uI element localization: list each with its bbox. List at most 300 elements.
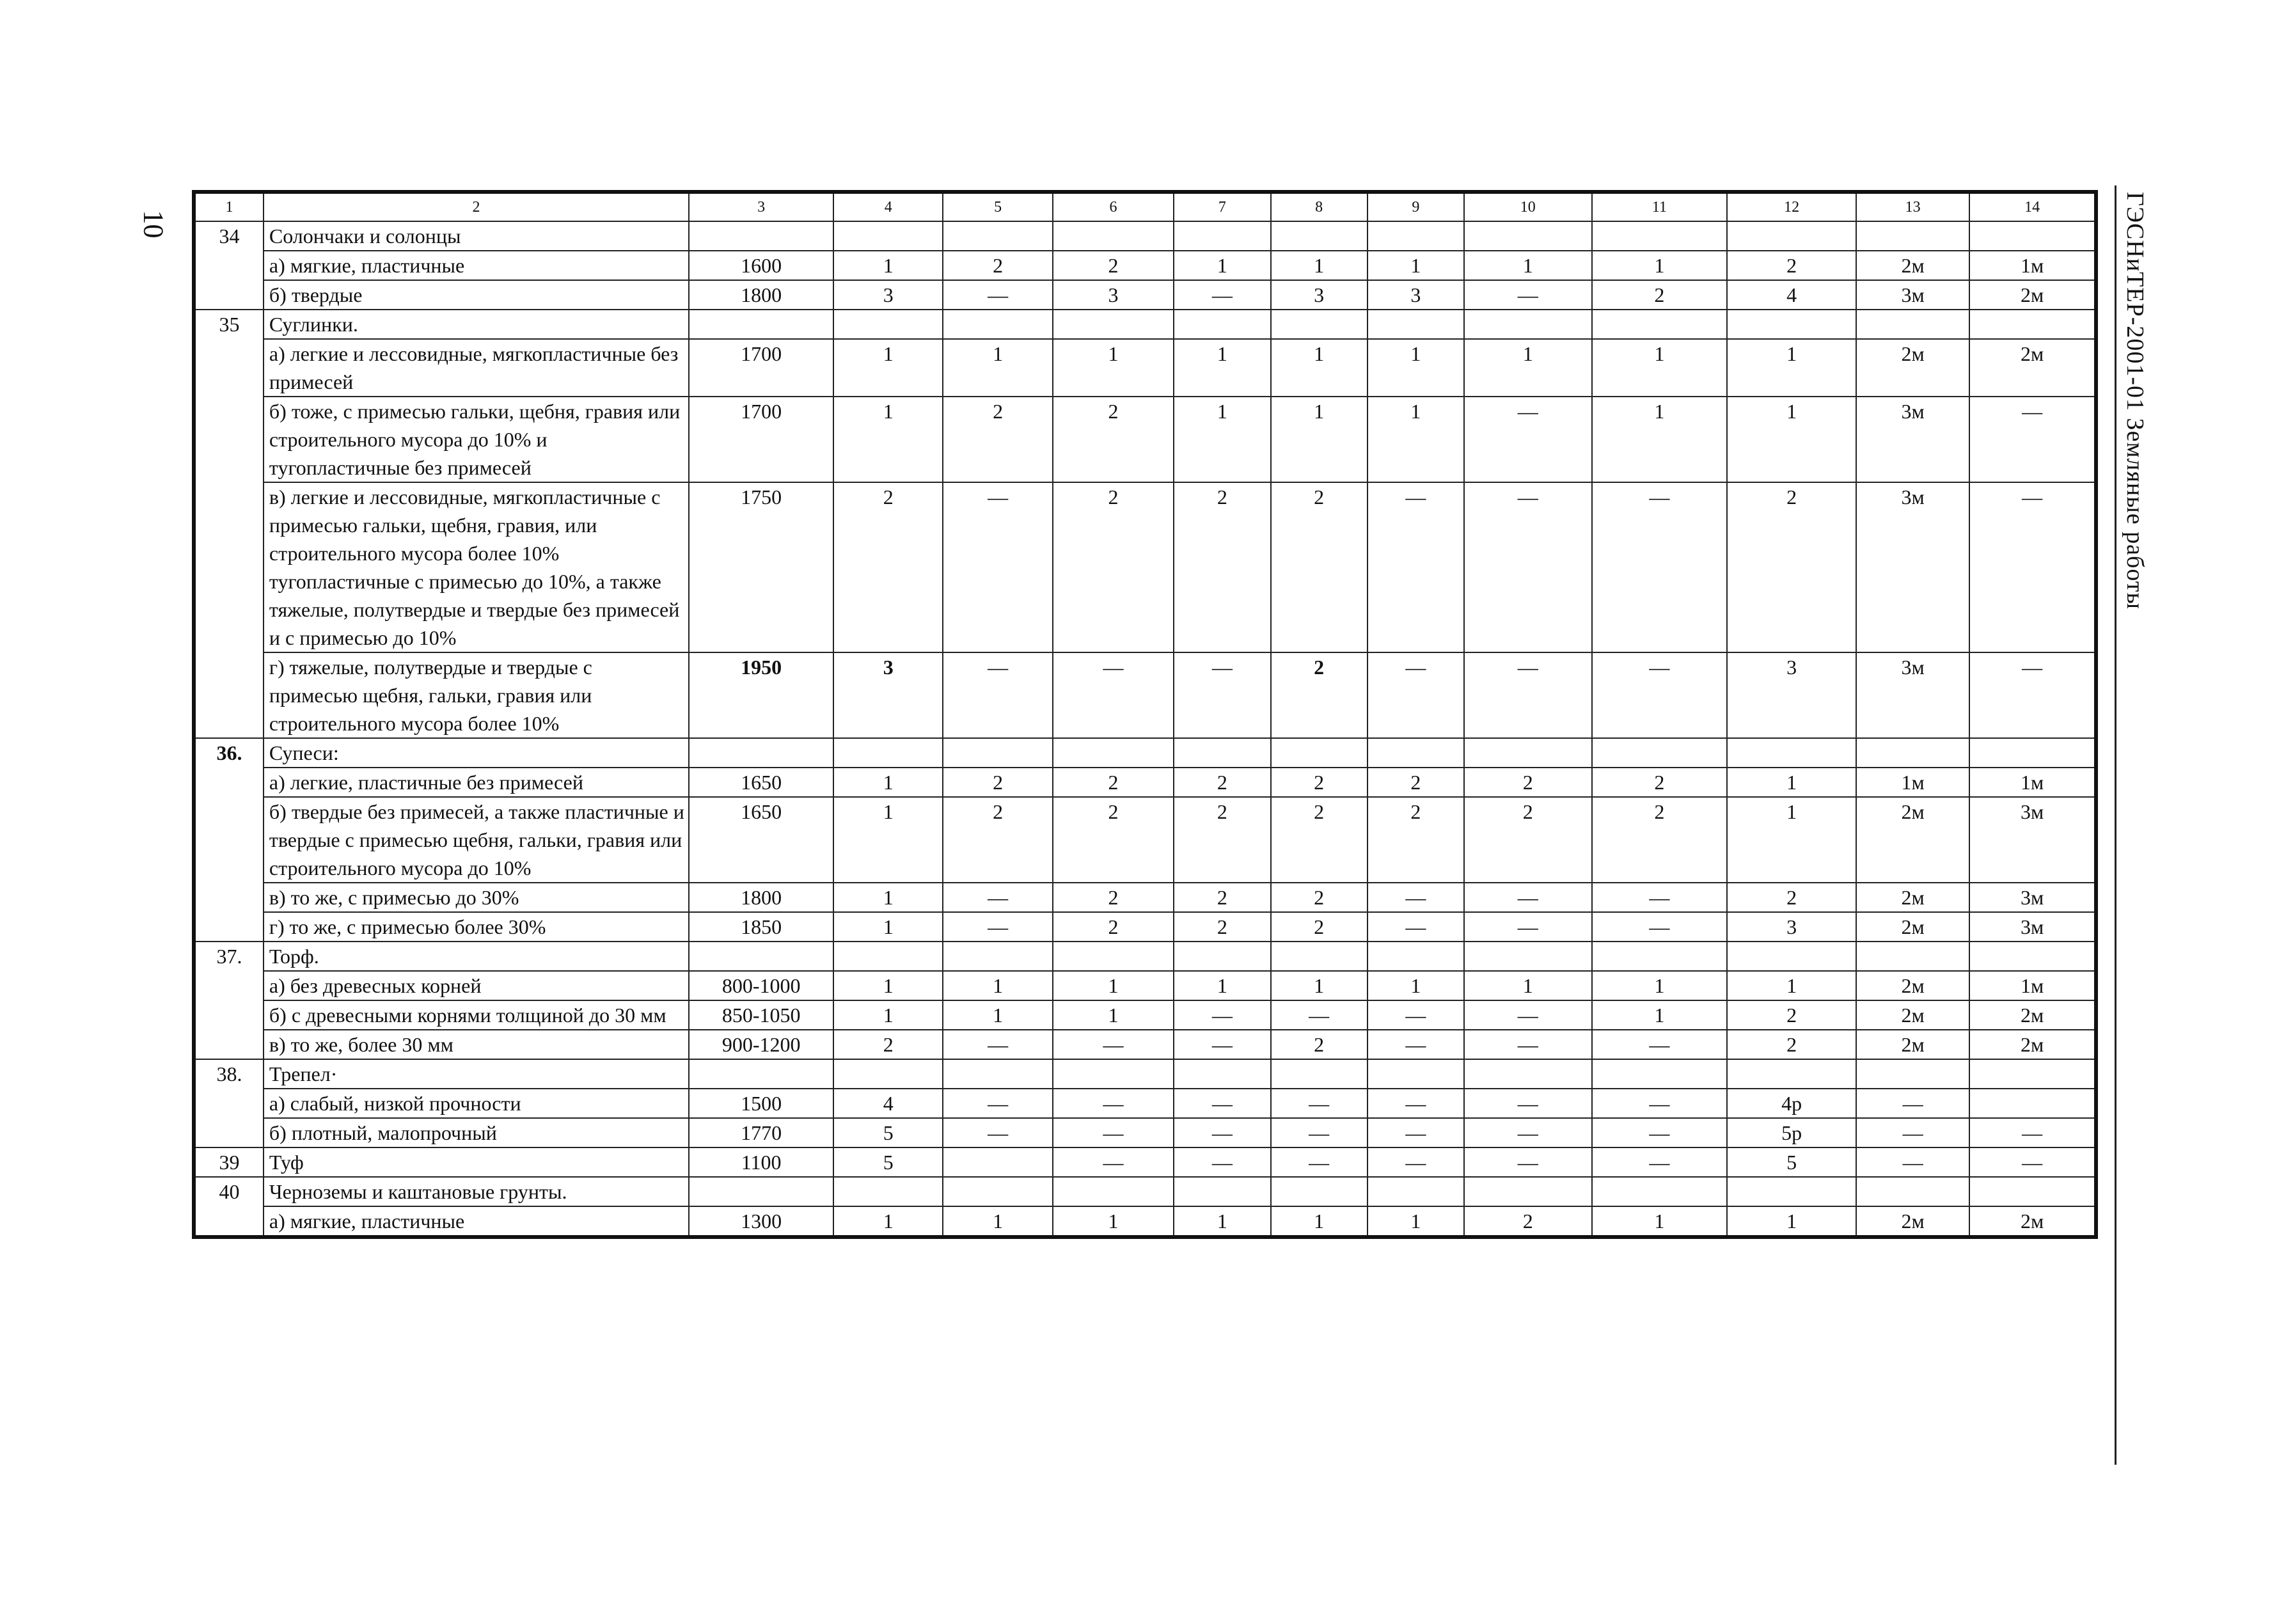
- value-cell: 4р: [1727, 1089, 1856, 1118]
- value-cell: [1856, 221, 1969, 251]
- value-cell: 1: [1464, 251, 1592, 280]
- value-cell: [1969, 1089, 2096, 1118]
- value-cell: [689, 1059, 833, 1089]
- value-cell: —: [943, 482, 1052, 652]
- value-cell: 2: [1053, 482, 1174, 652]
- value-cell: 2м: [1856, 1030, 1969, 1059]
- value-cell: [689, 1177, 833, 1206]
- soil-subtype: а) мягкие, пластичные: [264, 251, 689, 280]
- value-cell: 2м: [1969, 1206, 2096, 1237]
- value-cell: [1368, 942, 1464, 971]
- soil-group-title: Торф.: [264, 942, 689, 971]
- value-cell: 2: [943, 397, 1052, 482]
- value-cell: 1: [1271, 339, 1368, 397]
- value-cell: 1800: [689, 883, 833, 912]
- value-cell: 1м: [1969, 971, 2096, 1000]
- value-cell: 1м: [1856, 768, 1969, 797]
- value-cell: 4: [1727, 280, 1856, 310]
- value-cell: 1: [1727, 768, 1856, 797]
- value-cell: 2: [1464, 1206, 1592, 1237]
- value-cell: 2м: [1969, 339, 2096, 397]
- table-row: [194, 1000, 2096, 1030]
- value-cell: 2: [1464, 768, 1592, 797]
- row-number: 38.: [194, 1059, 264, 1147]
- value-cell: —: [1969, 1118, 2096, 1147]
- value-cell: [1174, 1059, 1270, 1089]
- value-cell: —: [1464, 1118, 1592, 1147]
- row-number: 35: [194, 310, 264, 738]
- value-cell: 1: [1053, 1206, 1174, 1237]
- value-cell: 3: [1368, 280, 1464, 310]
- value-cell: —: [1592, 912, 1728, 942]
- value-cell: 1100: [689, 1147, 833, 1177]
- table-row: [194, 397, 2096, 482]
- value-cell: 1: [1592, 339, 1728, 397]
- value-cell: [1464, 738, 1592, 768]
- value-cell: 1: [833, 397, 943, 482]
- table-row: [194, 652, 2096, 738]
- value-cell: —: [1592, 652, 1728, 738]
- value-cell: 1: [833, 339, 943, 397]
- table-row: [194, 251, 2096, 280]
- table-row: [194, 883, 2096, 912]
- value-cell: 1: [1368, 397, 1464, 482]
- value-cell: [1727, 1177, 1856, 1206]
- value-cell: [1464, 1059, 1592, 1089]
- value-cell: 1: [1368, 339, 1464, 397]
- value-cell: 1: [1727, 797, 1856, 883]
- table-row: [194, 738, 2096, 768]
- value-cell: [833, 738, 943, 768]
- document-title: ГЭСНиТЕР-2001-01 Земляные работы: [2122, 192, 2148, 610]
- value-cell: [943, 221, 1052, 251]
- value-cell: 1: [1592, 971, 1728, 1000]
- value-cell: [1464, 221, 1592, 251]
- table-row: [194, 912, 2096, 942]
- column-number: 2: [264, 192, 689, 221]
- column-number: 13: [1856, 192, 1969, 221]
- column-number: 7: [1174, 192, 1270, 221]
- soil-subtype: г) то же, с примесью более 30%: [264, 912, 689, 942]
- soil-subtype: а) мягкие, пластичные: [264, 1206, 689, 1237]
- value-cell: [1969, 1059, 2096, 1089]
- value-cell: —: [1368, 1030, 1464, 1059]
- value-cell: —: [1053, 1147, 1174, 1177]
- value-cell: 2: [1053, 251, 1174, 280]
- value-cell: [1174, 310, 1270, 339]
- value-cell: [1464, 942, 1592, 971]
- table-row: [194, 942, 2096, 971]
- value-cell: 1: [1053, 339, 1174, 397]
- value-cell: [1271, 1059, 1368, 1089]
- value-cell: 1: [833, 768, 943, 797]
- value-cell: 1: [943, 339, 1052, 397]
- value-cell: 1: [833, 251, 943, 280]
- value-cell: —: [1464, 280, 1592, 310]
- value-cell: [1464, 1177, 1592, 1206]
- value-cell: 1650: [689, 797, 833, 883]
- value-cell: 900-1200: [689, 1030, 833, 1059]
- value-cell: [1174, 221, 1270, 251]
- table-row: [194, 797, 2096, 883]
- value-cell: [1727, 738, 1856, 768]
- column-number: 5: [943, 192, 1052, 221]
- column-number: 8: [1271, 192, 1368, 221]
- value-cell: 2: [1271, 797, 1368, 883]
- value-cell: [1856, 1177, 1969, 1206]
- value-cell: [943, 942, 1052, 971]
- value-cell: —: [1174, 280, 1270, 310]
- soil-subtype: б) тоже, с примесью гальки, щебня, гравия или строительного мусора до 10% и тугопластичные без примесей: [264, 397, 689, 482]
- value-cell: —: [943, 1089, 1052, 1118]
- value-cell: 1600: [689, 251, 833, 280]
- value-cell: —: [1592, 1118, 1728, 1147]
- value-cell: 2: [1174, 482, 1270, 652]
- value-cell: 2: [943, 797, 1052, 883]
- value-cell: 5: [833, 1118, 943, 1147]
- value-cell: [1271, 942, 1368, 971]
- value-cell: [1969, 738, 2096, 768]
- value-cell: [1592, 942, 1728, 971]
- value-cell: —: [1856, 1118, 1969, 1147]
- value-cell: 1950: [689, 652, 833, 738]
- column-number: 1: [194, 192, 264, 221]
- value-cell: 1: [1727, 1206, 1856, 1237]
- value-cell: —: [1592, 1030, 1728, 1059]
- soil-subtype: в) легкие и лессовидные, мягкопластичные с примесью гальки, щебня, гравия, или строительного мусора более 10% тугопластичные с примесью до 10%, а также тяжелые, полутвердые и твердые без примесей и с примесью до 10%: [264, 482, 689, 652]
- column-number: 14: [1969, 192, 2096, 221]
- soil-subtype: в) то же, более 30 мм: [264, 1030, 689, 1059]
- value-cell: 2м: [1856, 339, 1969, 397]
- column-number: 10: [1464, 192, 1592, 221]
- value-cell: —: [1464, 1000, 1592, 1030]
- value-cell: 1: [1271, 971, 1368, 1000]
- value-cell: 3: [833, 280, 943, 310]
- value-cell: 2м: [1856, 971, 1969, 1000]
- value-cell: —: [1592, 482, 1728, 652]
- value-cell: 1: [1368, 251, 1464, 280]
- value-cell: 2м: [1969, 280, 2096, 310]
- value-cell: —: [1368, 1118, 1464, 1147]
- row-number: 36.: [194, 738, 264, 942]
- value-cell: 1: [1727, 397, 1856, 482]
- value-cell: 1: [1592, 397, 1728, 482]
- value-cell: —: [1053, 1089, 1174, 1118]
- value-cell: [1592, 221, 1728, 251]
- value-cell: 1770: [689, 1118, 833, 1147]
- value-cell: [1174, 1177, 1270, 1206]
- table-row: [194, 1177, 2096, 1206]
- column-number: 4: [833, 192, 943, 221]
- value-cell: —: [1464, 1030, 1592, 1059]
- value-cell: 5: [833, 1147, 943, 1177]
- value-cell: 2: [1174, 768, 1270, 797]
- value-cell: 1: [1727, 339, 1856, 397]
- value-cell: [1727, 1059, 1856, 1089]
- value-cell: —: [1368, 912, 1464, 942]
- value-cell: —: [1969, 652, 2096, 738]
- soil-group-title: Солончаки и солонцы: [264, 221, 689, 251]
- value-cell: 3м: [1969, 912, 2096, 942]
- table-row: [194, 1030, 2096, 1059]
- value-cell: —: [1592, 1147, 1728, 1177]
- value-cell: 1: [1271, 1206, 1368, 1237]
- value-cell: 2м: [1856, 1206, 1969, 1237]
- value-cell: 1650: [689, 768, 833, 797]
- table-row: [194, 280, 2096, 310]
- value-cell: [943, 1059, 1052, 1089]
- value-cell: —: [1174, 1000, 1270, 1030]
- value-cell: [833, 1059, 943, 1089]
- value-cell: [689, 738, 833, 768]
- value-cell: —: [1053, 652, 1174, 738]
- value-cell: 2м: [1856, 883, 1969, 912]
- soil-group-title: Супеси:: [264, 738, 689, 768]
- column-number: 11: [1592, 192, 1728, 221]
- row-number: 40: [194, 1177, 264, 1237]
- value-cell: —: [1174, 1147, 1270, 1177]
- value-cell: 3м: [1856, 482, 1969, 652]
- value-cell: [1969, 310, 2096, 339]
- value-cell: —: [1464, 652, 1592, 738]
- value-cell: 1: [943, 1206, 1052, 1237]
- value-cell: 1: [1053, 1000, 1174, 1030]
- value-cell: 3: [1727, 912, 1856, 942]
- table-row: [194, 1059, 2096, 1089]
- soil-subtype: а) легкие и лессовидные, мягкопластичные без примесей: [264, 339, 689, 397]
- value-cell: 1: [1592, 1000, 1728, 1030]
- value-cell: 2: [1053, 768, 1174, 797]
- value-cell: [943, 310, 1052, 339]
- value-cell: [1053, 738, 1174, 768]
- value-cell: —: [1368, 1000, 1464, 1030]
- value-cell: —: [1856, 1147, 1969, 1177]
- value-cell: 1850: [689, 912, 833, 942]
- value-cell: [1368, 221, 1464, 251]
- value-cell: [943, 1177, 1052, 1206]
- value-cell: 1700: [689, 397, 833, 482]
- value-cell: —: [1053, 1030, 1174, 1059]
- value-cell: 2м: [1856, 251, 1969, 280]
- value-cell: 1: [833, 912, 943, 942]
- soil-group-title: Туф: [264, 1147, 689, 1177]
- value-cell: [689, 310, 833, 339]
- value-cell: [1856, 1059, 1969, 1089]
- value-cell: 3: [833, 652, 943, 738]
- value-cell: 1: [943, 1000, 1052, 1030]
- value-cell: —: [1969, 1147, 2096, 1177]
- value-cell: [1464, 310, 1592, 339]
- value-cell: [1271, 310, 1368, 339]
- value-cell: [833, 1177, 943, 1206]
- value-cell: [943, 1147, 1052, 1177]
- value-cell: —: [1368, 652, 1464, 738]
- value-cell: 1: [1174, 397, 1270, 482]
- value-cell: [1368, 738, 1464, 768]
- value-cell: [1727, 310, 1856, 339]
- value-cell: 2: [1368, 797, 1464, 883]
- column-number: 12: [1727, 192, 1856, 221]
- value-cell: [1174, 942, 1270, 971]
- value-cell: 2: [1592, 768, 1728, 797]
- value-cell: [943, 738, 1052, 768]
- value-cell: 2: [1174, 912, 1270, 942]
- value-cell: —: [1856, 1089, 1969, 1118]
- soil-subtype: а) без древесных корней: [264, 971, 689, 1000]
- value-cell: 3: [1053, 280, 1174, 310]
- value-cell: 1: [1368, 1206, 1464, 1237]
- value-cell: [1592, 738, 1728, 768]
- value-cell: —: [943, 1030, 1052, 1059]
- value-cell: 2: [1271, 768, 1368, 797]
- value-cell: 1700: [689, 339, 833, 397]
- value-cell: 2: [1271, 652, 1368, 738]
- value-cell: [1053, 1177, 1174, 1206]
- value-cell: —: [1969, 482, 2096, 652]
- value-cell: 2м: [1969, 1000, 2096, 1030]
- value-cell: 2: [1271, 1030, 1368, 1059]
- row-number: 39: [194, 1147, 264, 1177]
- value-cell: 2: [1368, 768, 1464, 797]
- value-cell: —: [1464, 482, 1592, 652]
- value-cell: —: [1969, 397, 2096, 482]
- value-cell: 2: [1592, 280, 1728, 310]
- value-cell: —: [1271, 1118, 1368, 1147]
- table-row: [194, 1206, 2096, 1237]
- value-cell: —: [1368, 883, 1464, 912]
- value-cell: 2: [943, 768, 1052, 797]
- table-row: [194, 221, 2096, 251]
- soil-subtype: г) тяжелые, полутвердые и твердые с примесью щебня, гальки, гравия или строительного мусора более 10%: [264, 652, 689, 738]
- value-cell: —: [1368, 482, 1464, 652]
- soil-group-title: Трепел·: [264, 1059, 689, 1089]
- value-cell: 2: [1727, 1030, 1856, 1059]
- soil-table: [192, 190, 2098, 1239]
- value-cell: 2: [1053, 912, 1174, 942]
- value-cell: 4: [833, 1089, 943, 1118]
- value-cell: 2: [1174, 797, 1270, 883]
- value-cell: 1: [1174, 251, 1270, 280]
- column-number: 6: [1053, 192, 1174, 221]
- value-cell: 3м: [1969, 797, 2096, 883]
- table-row: [194, 482, 2096, 652]
- value-cell: [1053, 1059, 1174, 1089]
- value-cell: [1271, 221, 1368, 251]
- value-cell: —: [1464, 912, 1592, 942]
- value-cell: 2м: [1969, 1030, 2096, 1059]
- value-cell: 2: [1271, 912, 1368, 942]
- value-cell: 3: [1727, 652, 1856, 738]
- value-cell: [1368, 1059, 1464, 1089]
- value-cell: [1174, 738, 1270, 768]
- value-cell: 1300: [689, 1206, 833, 1237]
- value-cell: 1: [833, 971, 943, 1000]
- value-cell: —: [1174, 1089, 1270, 1118]
- value-cell: —: [943, 1118, 1052, 1147]
- value-cell: 3м: [1856, 280, 1969, 310]
- value-cell: 1м: [1969, 251, 2096, 280]
- table-row: [194, 1089, 2096, 1118]
- value-cell: [1368, 310, 1464, 339]
- table-row: [194, 768, 2096, 797]
- value-cell: [689, 942, 833, 971]
- value-cell: 3м: [1856, 652, 1969, 738]
- value-cell: [1969, 221, 2096, 251]
- value-cell: —: [1592, 1089, 1728, 1118]
- value-cell: 2: [1727, 883, 1856, 912]
- value-cell: 2: [1271, 883, 1368, 912]
- value-cell: 1: [1053, 971, 1174, 1000]
- value-cell: [1856, 738, 1969, 768]
- row-number: 34: [194, 221, 264, 310]
- value-cell: 2: [833, 482, 943, 652]
- value-cell: [1271, 1177, 1368, 1206]
- value-cell: 2: [1053, 883, 1174, 912]
- value-cell: 2: [1053, 397, 1174, 482]
- value-cell: 1500: [689, 1089, 833, 1118]
- value-cell: —: [943, 280, 1052, 310]
- value-cell: 2: [1053, 797, 1174, 883]
- value-cell: 800-1000: [689, 971, 833, 1000]
- value-cell: —: [1174, 1030, 1270, 1059]
- table-row: [194, 1147, 2096, 1177]
- value-cell: —: [1592, 883, 1728, 912]
- value-cell: 1800: [689, 280, 833, 310]
- value-cell: 2: [1592, 797, 1728, 883]
- table-row: [194, 1118, 2096, 1147]
- value-cell: —: [1464, 1089, 1592, 1118]
- value-cell: 1: [1464, 339, 1592, 397]
- soil-subtype: а) легкие, пластичные без примесей: [264, 768, 689, 797]
- value-cell: 1: [1271, 397, 1368, 482]
- soil-subtype: б) плотный, малопрочный: [264, 1118, 689, 1147]
- value-cell: 850-1050: [689, 1000, 833, 1030]
- value-cell: —: [1271, 1000, 1368, 1030]
- soil-subtype: а) слабый, низкой прочности: [264, 1089, 689, 1118]
- value-cell: [833, 310, 943, 339]
- value-cell: [1856, 310, 1969, 339]
- value-cell: 1: [1174, 971, 1270, 1000]
- table-row: [194, 971, 2096, 1000]
- value-cell: 5: [1727, 1147, 1856, 1177]
- value-cell: 2: [1727, 1000, 1856, 1030]
- value-cell: [1368, 1177, 1464, 1206]
- value-cell: 1: [943, 971, 1052, 1000]
- value-cell: 1: [833, 1000, 943, 1030]
- value-cell: [689, 221, 833, 251]
- value-cell: 2: [1174, 883, 1270, 912]
- value-cell: 2м: [1856, 797, 1969, 883]
- value-cell: —: [1464, 397, 1592, 482]
- value-cell: [1856, 942, 1969, 971]
- page-number: 10: [138, 210, 169, 239]
- soil-subtype: б) с древесными корнями толщиной до 30 мм: [264, 1000, 689, 1030]
- value-cell: 3м: [1969, 883, 2096, 912]
- value-cell: [1969, 1177, 2096, 1206]
- value-cell: [833, 942, 943, 971]
- row-number: 37.: [194, 942, 264, 1059]
- value-cell: [1592, 1059, 1728, 1089]
- value-cell: 3: [1271, 280, 1368, 310]
- value-cell: [1053, 942, 1174, 971]
- value-cell: 2: [943, 251, 1052, 280]
- value-cell: —: [943, 652, 1052, 738]
- value-cell: [1592, 1177, 1728, 1206]
- value-cell: 1750: [689, 482, 833, 652]
- value-cell: —: [1174, 1118, 1270, 1147]
- value-cell: 1м: [1969, 768, 2096, 797]
- value-cell: [833, 221, 943, 251]
